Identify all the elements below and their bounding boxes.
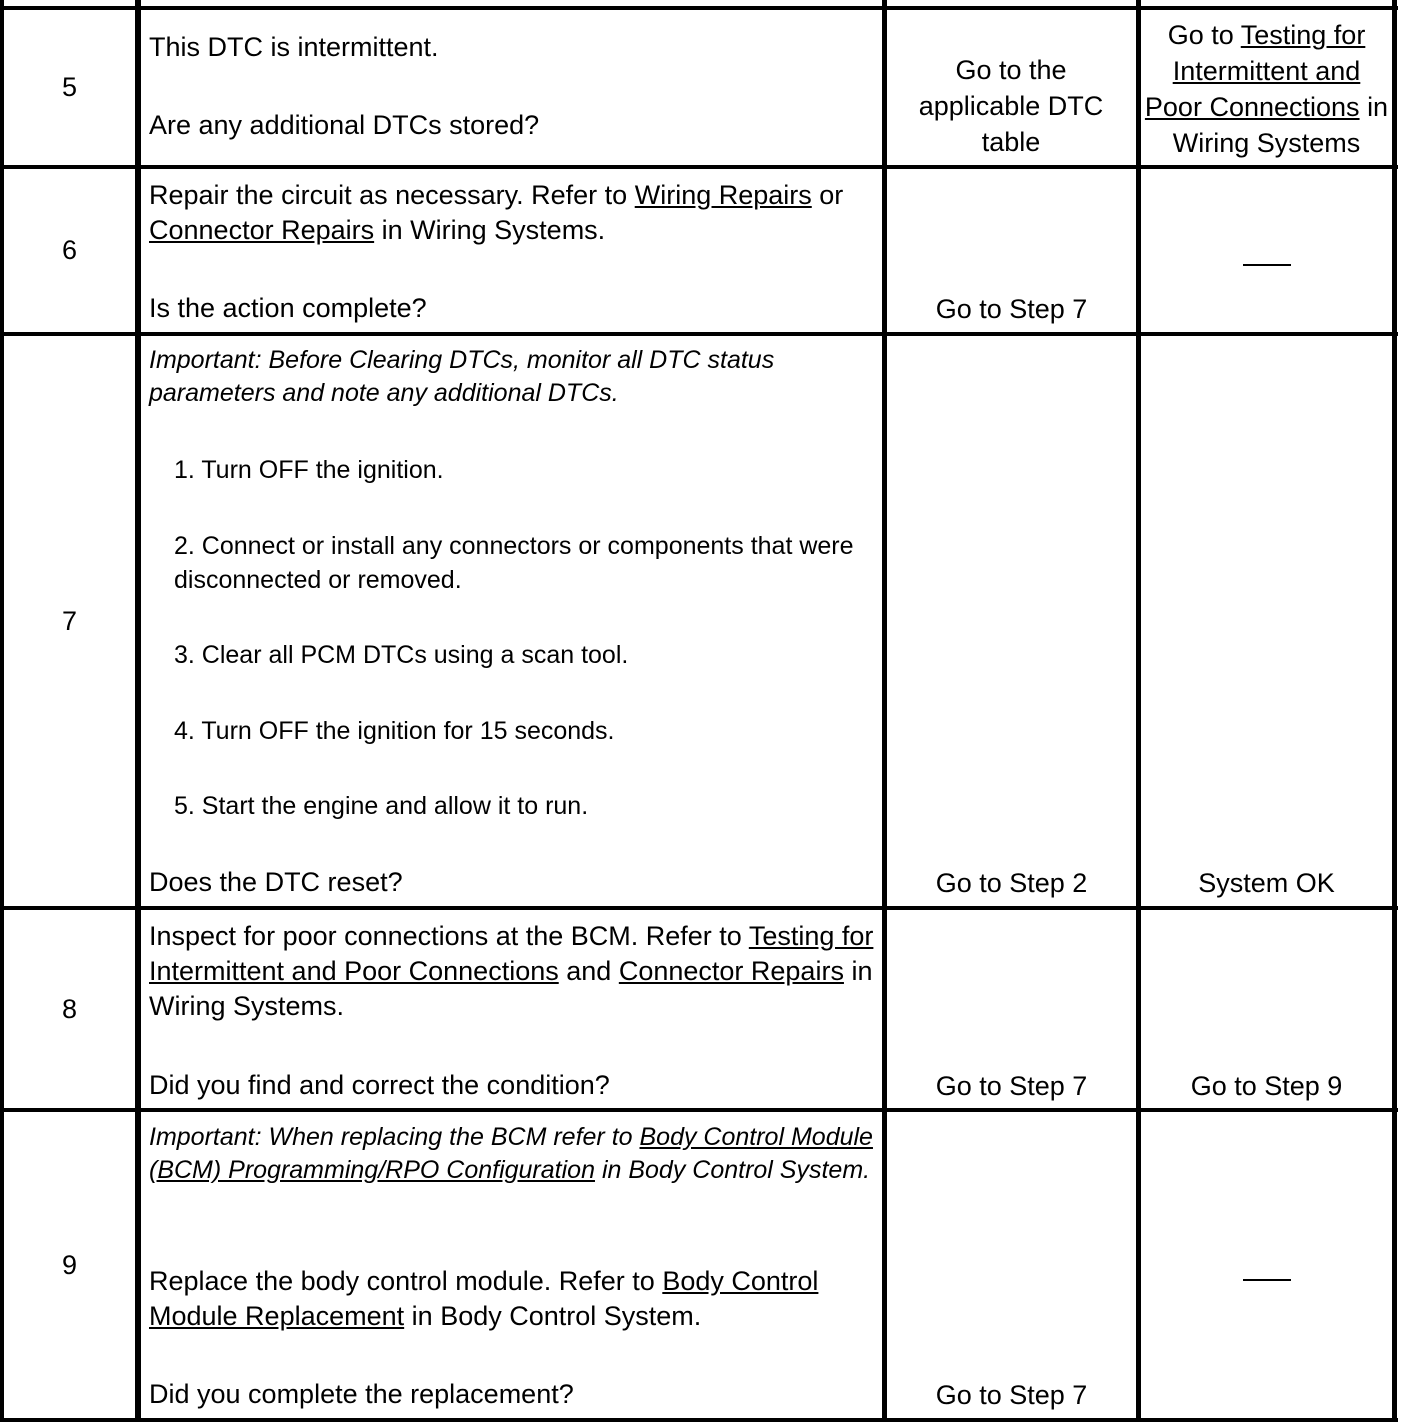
action-text-part: or xyxy=(819,180,844,210)
bcm-programming-link[interactable]: Body Control Module (BCM) Programming/RPO Configuration xyxy=(149,1123,873,1184)
no-result xyxy=(1243,1279,1291,1281)
important-text-part: Important: When replacing the BCM refer to xyxy=(149,1123,633,1151)
yes-result: Go to Step 7 xyxy=(935,1380,1088,1410)
action-text xyxy=(141,919,881,1024)
action-line: This DTC is intermittent. xyxy=(149,32,439,62)
action-text-part: and xyxy=(566,956,612,986)
substep: 1. Turn OFF the ignition. xyxy=(174,456,444,484)
action-text-part: Repair the circuit as necessary. Refer to xyxy=(149,180,628,210)
no-result: Go to Step 9 xyxy=(1190,1071,1343,1101)
substep: 2. Connect or install any connectors or components that were disconnected or removed. xyxy=(174,532,854,594)
row-divider xyxy=(0,1108,1398,1112)
important-note xyxy=(141,1121,881,1187)
connector-repairs-link[interactable]: Connector Repairs xyxy=(149,215,375,245)
question-text: Did you find and correct the condition? xyxy=(149,1070,610,1100)
substep: 5. Start the engine and allow it to run. xyxy=(174,792,589,820)
yes-result: Go to Step 7 xyxy=(935,294,1088,324)
action-text-part: in Body Control System. xyxy=(411,1301,702,1331)
action-text xyxy=(141,178,881,248)
no-result: System OK xyxy=(1198,868,1335,898)
row-divider xyxy=(0,6,1398,10)
bcm-replacement-link[interactable]: Body Control Module Replacement xyxy=(149,1266,819,1331)
question-text: Are any additional DTCs stored? xyxy=(149,110,540,140)
testing-intermittent-link[interactable]: Testing for Intermittent and Poor Connections xyxy=(149,921,874,986)
step-number: 7 xyxy=(61,605,78,636)
yes-result: Go to Step 7 xyxy=(935,1071,1088,1101)
row-divider xyxy=(0,1418,1398,1422)
yes-result: Go to Step 2 xyxy=(935,868,1088,898)
step-number: 6 xyxy=(61,235,78,265)
no-result xyxy=(1141,17,1392,161)
step-number: 8 xyxy=(61,993,78,1024)
action-text-part: Replace the body control module. Refer to xyxy=(149,1266,655,1296)
substep: 4. Turn OFF the ignition for 15 seconds. xyxy=(174,717,615,745)
testing-intermittent-link[interactable]: Testing for Intermittent and Poor Connections xyxy=(1144,20,1366,122)
row-divider xyxy=(0,332,1398,336)
action-text-part: in Wiring Systems. xyxy=(381,215,606,245)
wiring-repairs-link[interactable]: Wiring Repairs xyxy=(634,180,812,210)
no-result-prefix: Go to xyxy=(1167,20,1234,50)
action-text-part: in Wiring Systems. xyxy=(149,956,873,1021)
column-divider xyxy=(1392,0,1397,1422)
action-text xyxy=(141,30,881,65)
no-result xyxy=(1243,264,1291,266)
column-divider xyxy=(1136,0,1141,1422)
step-number: 5 xyxy=(61,72,78,102)
important-note: Important: Before Clearing DTCs, monitor all DTC status parameters and note any additional DTCs. xyxy=(149,346,775,407)
no-result-suffix: in Wiring Systems xyxy=(1172,92,1389,158)
yes-result: Go to the applicable DTC table xyxy=(918,55,1104,157)
connector-repairs-link[interactable]: Connector Repairs xyxy=(618,956,844,986)
question-text: Does the DTC reset? xyxy=(149,867,403,897)
action-text xyxy=(141,1264,881,1334)
step-number: 9 xyxy=(61,1249,78,1280)
row-divider xyxy=(0,906,1398,910)
important-text-part: in Body Control System. xyxy=(601,1156,871,1184)
action-text-part: Inspect for poor connections at the BCM. Refer to xyxy=(149,921,742,951)
question-text: Did you complete the replacement? xyxy=(149,1379,574,1409)
column-divider xyxy=(882,0,887,1422)
substep: 3. Clear all PCM DTCs using a scan tool. xyxy=(174,641,629,669)
row-divider xyxy=(0,165,1398,169)
question-text: Is the action complete? xyxy=(149,293,427,323)
